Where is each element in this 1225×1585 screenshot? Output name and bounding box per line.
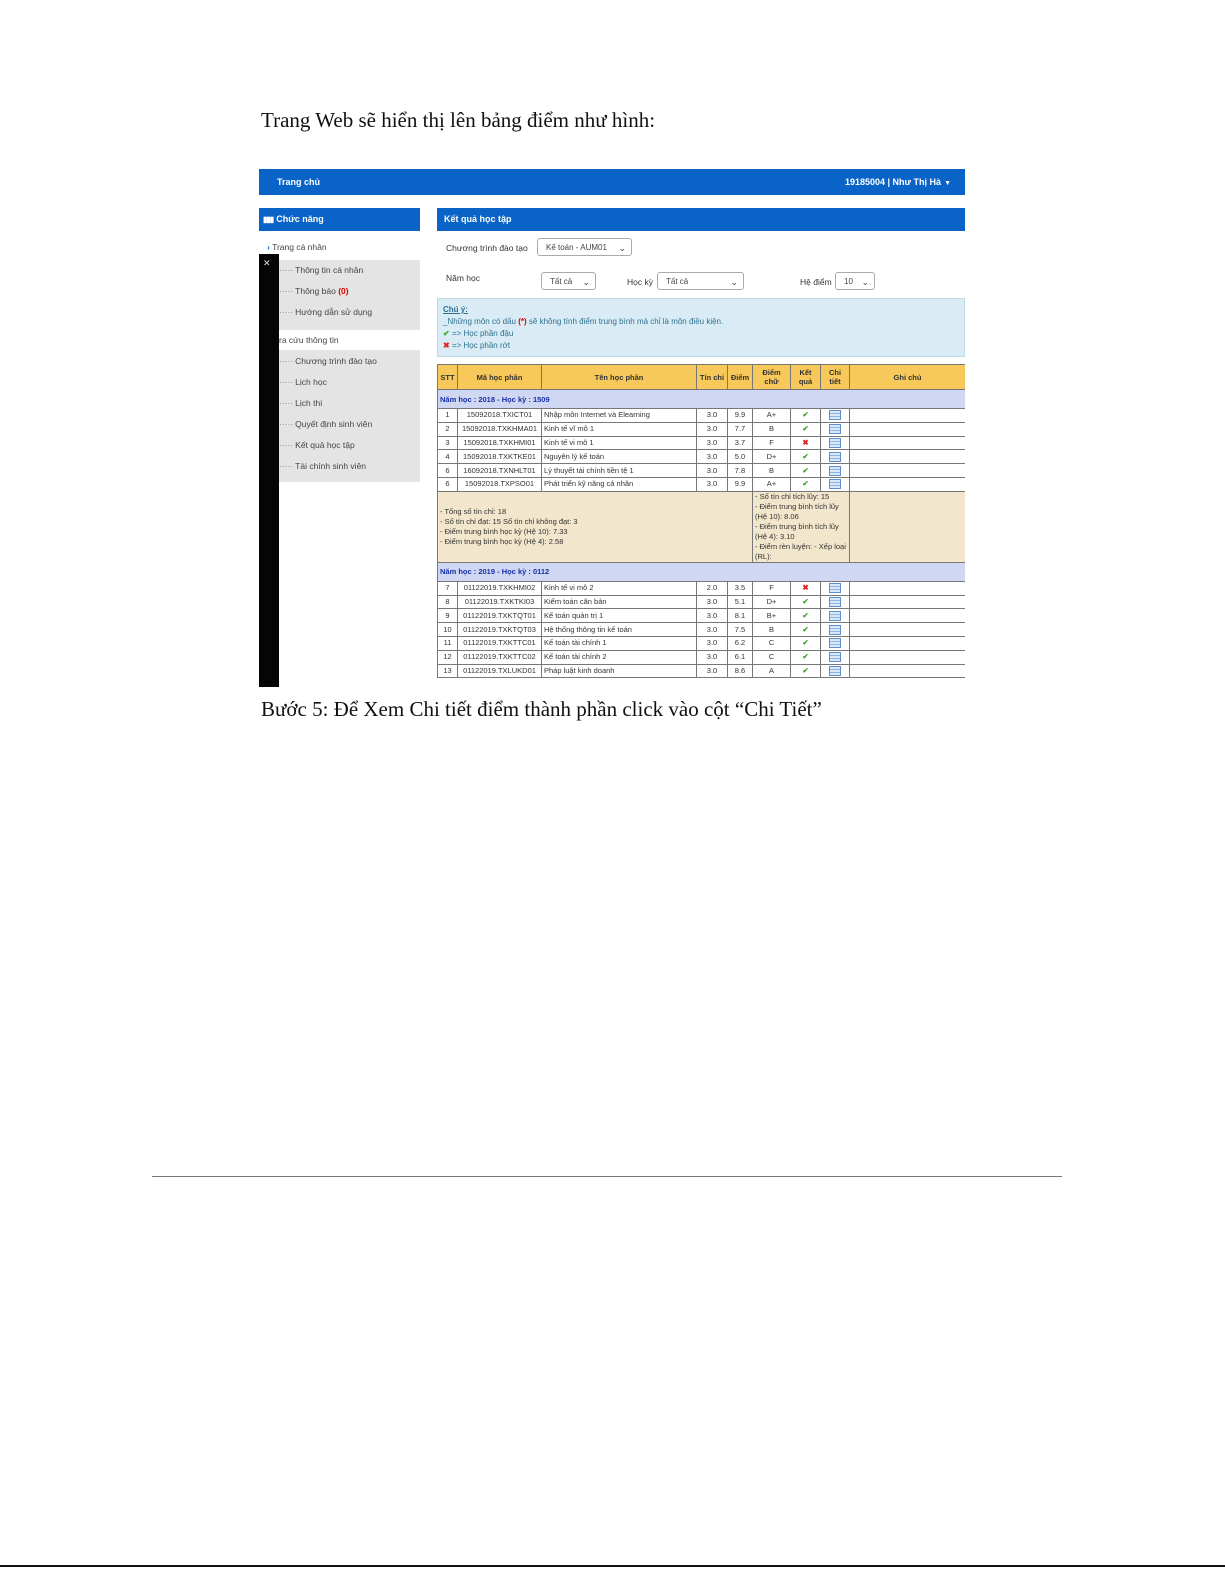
cell-code: 01122019.TXKHMI02 — [458, 581, 542, 595]
cell-score: 9.9 — [728, 409, 753, 423]
cell-name: Nhập môn Internet và Elearning — [542, 409, 697, 423]
cell-note — [850, 595, 966, 609]
column-header: Điểm — [728, 365, 753, 390]
cell-name: Kế toán tài chính 1 — [542, 636, 697, 650]
cell-stt: 13 — [438, 664, 458, 678]
sidebar-item-finance[interactable]: ····· Tài chính sinh viên — [279, 461, 367, 471]
column-header: Tín chỉ — [697, 365, 728, 390]
check-icon: ✔ — [802, 596, 809, 606]
user-name: 19185004 | Như Thị Hà — [844, 177, 942, 187]
check-icon: ✔ — [802, 610, 809, 620]
scale-value: 10 — [844, 277, 853, 286]
cell-result — [791, 595, 821, 609]
detail-icon[interactable] — [829, 479, 841, 489]
detail-icon[interactable] — [829, 666, 841, 676]
cell-letter: C — [753, 636, 791, 650]
summary-line: - Điểm trung bình tích lũy (Hệ 4): 3.10 — [755, 521, 839, 541]
check-icon: ✔ — [802, 451, 809, 461]
summary-row — [438, 491, 966, 562]
cell-stt: 11 — [438, 636, 458, 650]
cell-result — [791, 609, 821, 623]
cell-result — [791, 477, 821, 491]
cell-detail[interactable] — [821, 464, 850, 478]
cell-name: Kiểm toán căn bản — [542, 595, 697, 609]
check-icon: ✔ — [802, 624, 809, 634]
semester-row — [438, 562, 966, 581]
cell-note — [850, 409, 966, 423]
step5-text: Bước 5: Để Xem Chi tiết điểm thành phần click vào cột “Chi Tiết” — [261, 697, 822, 721]
content-header: Kết quả học tập — [437, 208, 965, 231]
cell-stt: 10 — [438, 623, 458, 637]
sidebar-item-label: Lịch thi — [295, 398, 323, 408]
cell-score: 6.2 — [728, 636, 753, 650]
cell-code: 15092018.TXICT01 — [458, 409, 542, 423]
cell-stt: 9 — [438, 609, 458, 623]
cell-stt: 8 — [438, 595, 458, 609]
summary-line: - Số tín chỉ đạt: 15 Số tín chỉ không đạt: 3 — [440, 516, 578, 526]
scale-select[interactable] — [835, 272, 875, 290]
table-row — [438, 595, 966, 609]
cell-code: 01122019.TXKTTC01 — [458, 636, 542, 650]
cell-note — [850, 650, 966, 664]
sidebar-item-profile[interactable]: ····· Thông tin cá nhân — [279, 265, 364, 275]
column-header: STT — [438, 365, 458, 390]
table-row — [438, 664, 966, 678]
cell-letter: B+ — [753, 609, 791, 623]
sidebar-item-guide[interactable]: ····· Hướng dẫn sử dụng — [279, 307, 373, 317]
note-line — [443, 317, 723, 326]
table-row — [438, 422, 966, 436]
intro-text: Trang Web sẽ hiển thị lên bảng điểm như hình: — [261, 108, 656, 132]
cell-stt: 2 — [438, 422, 458, 436]
column-header: Ghi chú — [850, 365, 966, 390]
summary-right — [753, 491, 850, 562]
year-select[interactable] — [541, 272, 596, 290]
cell-result — [791, 636, 821, 650]
cell-credits: 3.0 — [697, 450, 728, 464]
cell-code: 01122019.TXKTKI03 — [458, 595, 542, 609]
sidebar-item-label: Trang cá nhân — [272, 242, 327, 252]
cell-note — [850, 422, 966, 436]
cell-code: 15092018.TXPSO01 — [458, 477, 542, 491]
note-text: => Học phần đậu — [451, 329, 514, 338]
cell-score: 3.5 — [728, 581, 753, 595]
cell-note — [850, 436, 966, 450]
check-icon: ✔ — [802, 479, 809, 489]
cross-icon: ✖ — [802, 437, 809, 447]
cell-code: 01122019.TXKTQT01 — [458, 609, 542, 623]
sidebar — [259, 235, 420, 482]
cell-stt: 4 — [438, 450, 458, 464]
cell-result — [791, 409, 821, 423]
overlay-panel — [259, 254, 279, 687]
chevron-down-icon: ⌄ — [582, 277, 590, 287]
cell-name: Kinh tế vi mô 1 — [542, 436, 697, 450]
cell-credits: 2.0 — [697, 581, 728, 595]
cell-credits: 3.0 — [697, 409, 728, 423]
user-menu[interactable] — [845, 177, 951, 187]
column-header: Mã học phần — [458, 365, 542, 390]
chevron-right-icon: › — [267, 242, 270, 252]
cell-note — [850, 450, 966, 464]
table-row — [438, 636, 966, 650]
sidebar-item-label: Lịch học — [295, 377, 327, 387]
sidebar-item-label: Thông báo — [295, 286, 336, 296]
cell-note — [850, 464, 966, 478]
sidebar-header — [259, 208, 420, 231]
column-header: Tên học phần — [542, 365, 697, 390]
check-icon: ✔ — [802, 410, 809, 420]
cell-letter: D+ — [753, 595, 791, 609]
table-row — [438, 450, 966, 464]
cell-letter: D+ — [753, 450, 791, 464]
table-header-row — [438, 365, 966, 390]
cell-letter: A+ — [753, 409, 791, 423]
cell-note — [850, 664, 966, 678]
note-text: => Học phần rớt — [451, 341, 511, 350]
cell-score: 7.7 — [728, 422, 753, 436]
cell-letter: F — [753, 436, 791, 450]
cell-stt: 6 — [438, 477, 458, 491]
cell-name: Nguyên lý kế toán — [542, 450, 697, 464]
cell-note — [850, 581, 966, 595]
cell-name: Kế toán tài chính 2 — [542, 650, 697, 664]
sidebar-item-curriculum[interactable]: ····· Chương trình đào tạo — [279, 356, 377, 366]
cell-code: 01122019.TXLUKD01 — [458, 664, 542, 678]
sidebar-item-label: Chương trình đào tạo — [295, 356, 377, 366]
cell-score: 5.0 — [728, 450, 753, 464]
cell-result — [791, 422, 821, 436]
cell-stt: 3 — [438, 436, 458, 450]
cell-letter: A+ — [753, 477, 791, 491]
cell-detail[interactable] — [821, 623, 850, 637]
cell-credits: 3.0 — [697, 436, 728, 450]
cell-result — [791, 464, 821, 478]
table-row — [438, 609, 966, 623]
cell-letter: B — [753, 464, 791, 478]
detail-icon[interactable] — [829, 424, 841, 434]
check-icon: ✔ — [802, 665, 809, 675]
cell-credits: 3.0 — [697, 623, 728, 637]
cell-stt: 1 — [438, 409, 458, 423]
table-row — [438, 409, 966, 423]
summary-line: - Điểm rèn luyện: - Xếp loại (RL): — [755, 541, 846, 561]
check-icon: ✔ — [802, 465, 809, 475]
semester-value: Tất cả — [666, 277, 689, 286]
check-icon: ✔ — [802, 638, 809, 648]
cell-result — [791, 581, 821, 595]
detail-icon[interactable] — [829, 583, 841, 593]
cell-name: Pháp luật kinh doanh — [542, 664, 697, 678]
note-title: Chú ý: — [443, 305, 468, 314]
note-text: sẽ không tính điểm trung bình mà chỉ là môn điều kiện. — [528, 317, 724, 326]
cell-detail[interactable] — [821, 664, 850, 678]
screenshot — [259, 169, 965, 687]
sidebar-item-personal[interactable] — [267, 242, 327, 252]
semester-row — [438, 390, 966, 409]
cell-note — [850, 623, 966, 637]
column-header: Kết quả — [791, 365, 821, 390]
cell-credits: 3.0 — [697, 650, 728, 664]
semester-label: Học kỳ — [627, 277, 653, 287]
cell-code: 15092018.TXKTKE01 — [458, 450, 542, 464]
table-row — [438, 464, 966, 478]
chevron-down-icon: ⌄ — [730, 277, 738, 287]
summary-line: - Điểm trung bình tích lũy (Hệ 10): 8.06 — [755, 501, 839, 521]
table-row — [438, 581, 966, 595]
cell-detail[interactable] — [821, 436, 850, 450]
page-bottom-rule — [0, 1565, 1225, 1567]
cell-letter: F — [753, 581, 791, 595]
cell-detail[interactable] — [821, 609, 850, 623]
cell-stt: 12 — [438, 650, 458, 664]
home-link[interactable]: Trang chủ — [277, 177, 321, 187]
cell-note — [850, 636, 966, 650]
table-row — [438, 477, 966, 491]
cell-score: 9.9 — [728, 477, 753, 491]
cell-score: 7.5 — [728, 623, 753, 637]
column-header: Chi tiết — [821, 365, 850, 390]
cell-credits: 3.0 — [697, 595, 728, 609]
table-row — [438, 623, 966, 637]
note-fail — [443, 341, 510, 350]
cell-name: Kế toán quản trị 1 — [542, 609, 697, 623]
table-row — [438, 650, 966, 664]
cross-icon: ✖ — [802, 583, 809, 593]
cell-stt: 7 — [438, 581, 458, 595]
detail-icon[interactable] — [829, 611, 841, 621]
semester-title: Năm học : 2019 - Học kỳ : 0112 — [438, 562, 966, 581]
cell-score: 8.1 — [728, 609, 753, 623]
cell-detail[interactable] — [821, 650, 850, 664]
detail-icon[interactable] — [829, 625, 841, 635]
note-text: _Những môn có dấu — [443, 317, 516, 326]
sidebar-item-decisions[interactable]: ····· Quyết định sinh viên — [279, 419, 373, 429]
detail-icon[interactable] — [829, 466, 841, 476]
cell-stt: 6 — [438, 464, 458, 478]
cell-letter: A — [753, 664, 791, 678]
chevron-down-icon: ⌄ — [618, 243, 626, 253]
scale-label: Hệ điểm — [800, 277, 832, 287]
sidebar-item-exams[interactable]: ····· Lịch thi — [279, 398, 323, 408]
cell-detail[interactable] — [821, 422, 850, 436]
cell-letter: B — [753, 623, 791, 637]
summary-line: - Điểm trung bình học kỳ (Hệ 10): 7.33 — [440, 526, 568, 536]
sidebar-item-label: Thông tin cá nhân — [295, 265, 364, 275]
detail-icon[interactable] — [829, 410, 841, 420]
summary-line: - Điểm trung bình học kỳ (Hệ 4): 2.58 — [440, 536, 564, 546]
cell-credits: 3.0 — [697, 422, 728, 436]
cell-name: Kinh tế vĩ mô 1 — [542, 422, 697, 436]
sidebar-item-label: Tài chính sinh viên — [295, 461, 367, 471]
cell-detail[interactable] — [821, 450, 850, 464]
detail-icon[interactable] — [829, 438, 841, 448]
sidebar-item-notifications[interactable]: ····· Thông báo (0) — [279, 286, 349, 296]
cell-name: Lý thuyết tài chính tiền tệ 1 — [542, 464, 697, 478]
top-navbar — [259, 169, 965, 195]
summary-note — [850, 491, 966, 562]
cell-result — [791, 664, 821, 678]
cell-result — [791, 450, 821, 464]
cell-result — [791, 650, 821, 664]
page-rule — [152, 1176, 1062, 1177]
sidebar-item-label: ra cứu thông tin — [279, 335, 339, 345]
chevron-down-icon: ⌄ — [861, 277, 869, 287]
summary-left — [438, 491, 753, 562]
note-star: (*) — [518, 317, 527, 326]
check-icon: ✔ — [802, 424, 809, 434]
cell-code: 15092018.TXKHMA01 — [458, 422, 542, 436]
sidebar-item-results[interactable]: ····· Kết quả học tập — [279, 440, 355, 450]
program-value: Kế toán - AUM01 — [546, 243, 607, 252]
cell-credits: 3.0 — [697, 464, 728, 478]
note-pass — [443, 329, 513, 338]
semester-title: Năm học : 2018 - Học kỳ : 1509 — [438, 390, 966, 409]
cell-code: 16092018.TXNHLT01 — [458, 464, 542, 478]
cell-detail[interactable] — [821, 636, 850, 650]
cell-name: Phát triển kỹ năng cá nhân — [542, 477, 697, 491]
cell-detail[interactable] — [821, 595, 850, 609]
cross-icon: ✖ — [443, 341, 450, 350]
check-icon: ✔ — [443, 329, 450, 338]
table-row — [438, 436, 966, 450]
detail-icon[interactable] — [829, 452, 841, 462]
caret-down-icon: ▼ — [944, 180, 951, 187]
cell-score: 5.1 — [728, 595, 753, 609]
cell-score: 6.1 — [728, 650, 753, 664]
cell-credits: 3.0 — [697, 609, 728, 623]
sidebar-item-label: Kết quả học tập — [295, 440, 355, 450]
sidebar-title: Chức năng — [276, 214, 324, 224]
grid-icon: ▮▮▮ — [263, 215, 274, 224]
cell-code: 01122019.TXKTTC02 — [458, 650, 542, 664]
cell-credits: 3.0 — [697, 664, 728, 678]
cell-result — [791, 436, 821, 450]
sidebar-item-lookup[interactable] — [279, 335, 339, 345]
cell-detail[interactable] — [821, 581, 850, 595]
detail-icon[interactable] — [829, 597, 841, 607]
sidebar-item-schedule[interactable]: ····· Lịch học — [279, 377, 327, 387]
cell-result — [791, 623, 821, 637]
program-select[interactable] — [537, 238, 632, 256]
cell-score: 7.8 — [728, 464, 753, 478]
cell-score: 3.7 — [728, 436, 753, 450]
cell-name: Hệ thống thông tin kế toán — [542, 623, 697, 637]
program-label: Chương trình đào tạo — [446, 243, 528, 253]
detail-icon[interactable] — [829, 638, 841, 648]
summary-line: - Số tín chỉ tích lũy: 15 — [755, 491, 830, 501]
cell-score: 8.6 — [728, 664, 753, 678]
year-value: Tất cả — [550, 277, 573, 286]
cell-credits: 3.0 — [697, 477, 728, 491]
cell-credits: 3.0 — [697, 636, 728, 650]
column-header: Điểm chữ — [753, 365, 791, 390]
summary-line: - Tổng số tín chỉ: 18 — [440, 506, 507, 516]
note-box — [437, 298, 965, 357]
cell-note — [850, 609, 966, 623]
cell-code: 15092018.TXKHMI01 — [458, 436, 542, 450]
cell-detail[interactable] — [821, 409, 850, 423]
cell-name: Kinh tế vi mô 2 — [542, 581, 697, 595]
cell-note — [850, 477, 966, 491]
grades-table — [437, 364, 965, 678]
close-icon[interactable]: ✕ — [263, 258, 271, 268]
sidebar-item-label: Quyết định sinh viên — [295, 419, 373, 429]
cell-code: 01122019.TXKTQT03 — [458, 623, 542, 637]
semester-select[interactable] — [657, 272, 744, 290]
check-icon: ✔ — [802, 652, 809, 662]
year-label: Năm học — [446, 273, 481, 283]
cell-letter: C — [753, 650, 791, 664]
sidebar-item-label: Hướng dẫn sử dụng — [295, 307, 373, 317]
cell-letter: B — [753, 422, 791, 436]
notification-count: (0) — [338, 286, 349, 296]
cell-detail[interactable] — [821, 477, 850, 491]
detail-icon[interactable] — [829, 652, 841, 662]
